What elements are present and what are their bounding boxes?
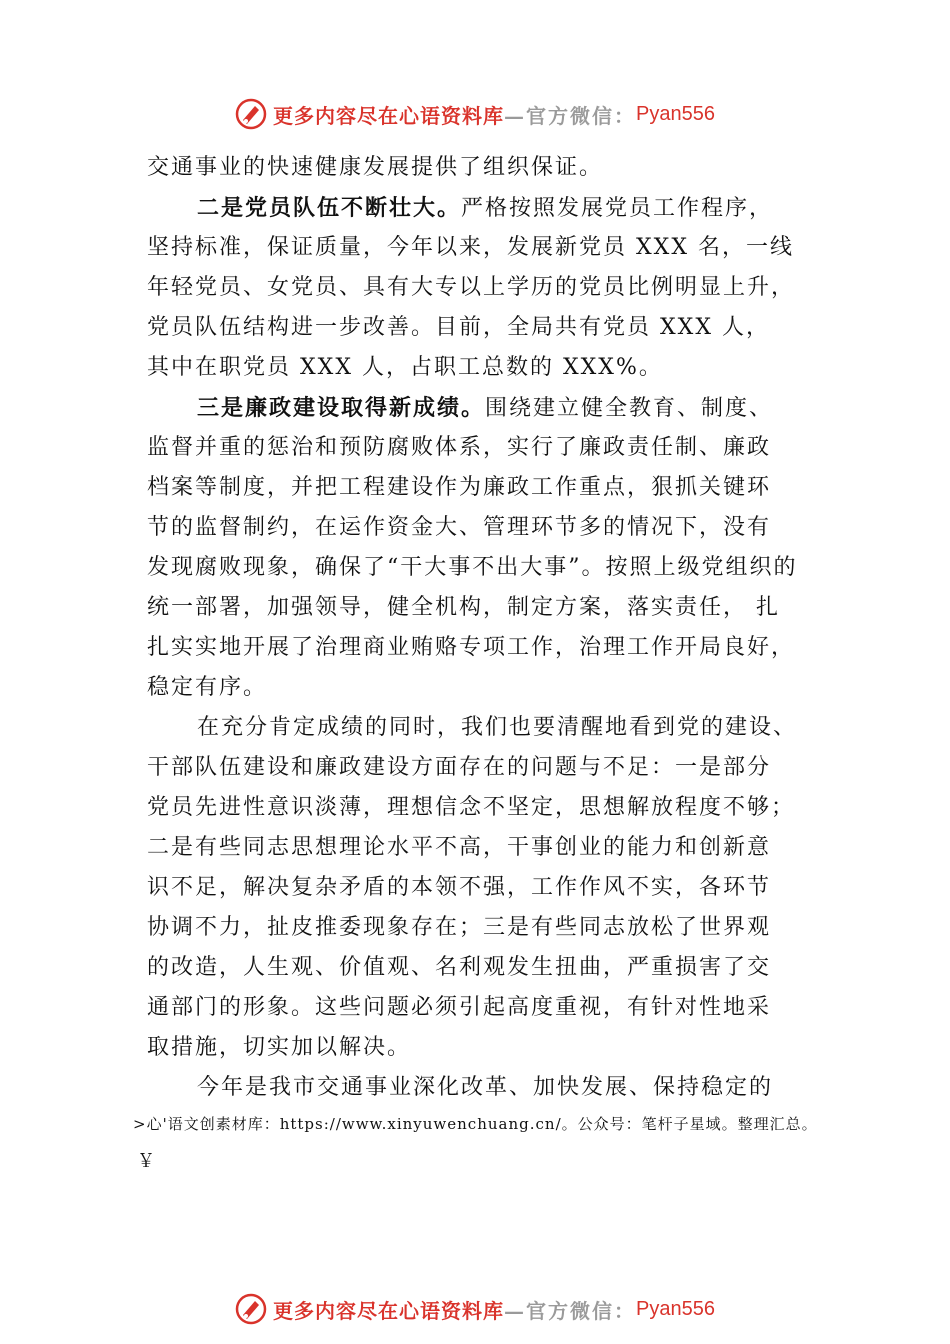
text-line	[147, 868, 832, 908]
text-line	[147, 348, 832, 388]
text-line	[147, 588, 832, 628]
line-text: 节的监督制约，在运作资金大、管理环节多的情况下，没有	[147, 515, 772, 540]
line-text: 档案等制度，并把工程建设作为廉政工作重点，狠抓关键环	[147, 475, 772, 500]
header-banner	[0, 94, 950, 134]
line-text: 年轻党员、女党员、具有大专以上学历的党员比例明显上升，	[147, 275, 796, 300]
bold-lead: 二是党员队伍不断壮大。	[197, 195, 462, 221]
line-text: 今年是我市交通事业深化改革、加快发展、保持稳定的	[197, 1075, 774, 1100]
line-text: 稳定有序。	[147, 675, 268, 700]
text-line	[147, 1028, 832, 1068]
banner-wechat-id: Pyan556	[636, 102, 715, 125]
line-text: 严格按照发展党员工作程序，	[461, 196, 774, 221]
text-line	[147, 268, 832, 308]
text-line	[147, 148, 832, 188]
line-text: 干部队伍建设和廉政建设方面存在的问题与不足：一是部分	[147, 755, 772, 780]
line-text: 的改造，人生观、价值观、名利观发生扭曲，严重损害了交	[147, 955, 772, 980]
text-line	[147, 428, 832, 468]
line-text: 党员先进性意识淡薄，理想信念不坚定，思想解放程度不够；	[147, 795, 796, 820]
line-text: 扎实实地开展了治理商业贿赂专项工作，治理工作开局良好，	[147, 635, 796, 660]
text-line	[147, 228, 832, 268]
line-text: 取措施，切实加以解决。	[147, 1035, 412, 1060]
text-line	[147, 308, 832, 348]
text-line	[147, 188, 832, 228]
text-line	[147, 948, 832, 988]
line-text: 协调不力，扯皮推委现象存在；三是有些同志放松了世界观	[147, 915, 772, 940]
text-line	[147, 548, 832, 588]
line-text: 围绕建立健全教育、制度、	[485, 396, 774, 421]
banner-wechat-label: —官方微信：	[504, 103, 637, 128]
text-line	[147, 508, 832, 548]
text-line	[147, 748, 832, 788]
text-line	[147, 388, 832, 428]
line-text: 二是有些同志思想理论水平不高，干事创业的能力和创新意	[147, 835, 772, 860]
yen-mark: ￥	[137, 1151, 155, 1172]
line-text: 交通事业的快速健康发展提供了组织保证。	[147, 155, 604, 180]
line-text: 监督并重的惩治和预防腐败体系，实行了廉政责任制、廉政	[147, 435, 772, 460]
line-text: 发现腐败现象，确保了“干大事不出大事”。按照上级党组织的	[147, 555, 798, 580]
text-line	[147, 788, 832, 828]
banner-wechat-label: —官方微信：	[504, 1298, 637, 1323]
text-line	[147, 708, 832, 748]
line-text: 其中在职党员 XXX 人，占职工总数的 XXX%。	[147, 355, 663, 380]
line-text: 识不足，解决复杂矛盾的本领不强，工作作风不实，各环节	[147, 875, 772, 900]
logo-icon	[235, 98, 267, 130]
line-text: 坚持标准，保证质量，今年以来，发展新党员 XXX 名，一线	[147, 235, 794, 260]
line-text: 党员队伍结构进一步改善。目前，全局共有党员 XXX 人，	[147, 315, 770, 340]
logo-icon	[235, 1293, 267, 1325]
document-body	[147, 148, 832, 1108]
line-text: 在充分肯定成绩的同时，我们也要清醒地看到党的建设、	[197, 715, 798, 740]
banner-wechat-id: Pyan556	[636, 1297, 715, 1320]
footer-note: >心'语文创素材库：https://www.xinyuwenchuang.cn/。公众号：笔杆子星域。整理汇总。	[133, 1115, 818, 1133]
text-line	[147, 828, 832, 868]
banner-title: 更多内容尽在心语资料库	[273, 1298, 505, 1323]
text-line	[147, 988, 832, 1028]
text-line	[147, 668, 832, 708]
footer-banner	[0, 1289, 950, 1329]
bold-lead: 三是廉政建设取得新成绩。	[197, 395, 486, 421]
text-line	[147, 628, 832, 668]
banner-title: 更多内容尽在心语资料库	[273, 103, 505, 128]
text-line	[147, 1068, 832, 1108]
text-line	[147, 468, 832, 508]
line-text: 通部门的形象。这些问题必须引起高度重视，有针对性地采	[147, 995, 772, 1020]
text-line	[147, 908, 832, 948]
line-text: 统一部署，加强领导，健全机构，制定方案，落实责任， 扎	[147, 595, 780, 620]
